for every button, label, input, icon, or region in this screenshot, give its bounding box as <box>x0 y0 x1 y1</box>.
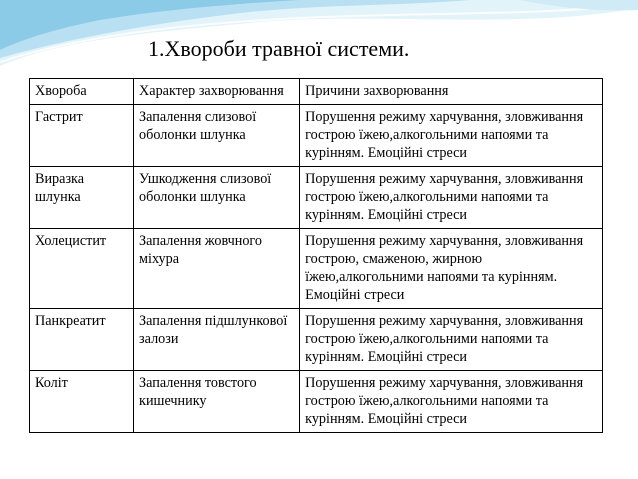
table-row <box>30 229 603 309</box>
diseases-table <box>29 78 603 433</box>
table-row <box>30 309 603 371</box>
cell-causes: Порушення режиму харчування, зловживання гострою, смаженою, жирною їжею,алкогольними напоями та курінням. Емоційні стреси <box>300 229 603 309</box>
cell-disease: Коліт <box>30 371 134 433</box>
table-row <box>30 105 603 167</box>
table-row <box>30 371 603 433</box>
cell-causes: Порушення режиму харчування, зловживання гострою їжею,алкогольними напоями та курінням. Емоційні стреси <box>300 105 603 167</box>
table-header-row <box>30 79 603 105</box>
table-row <box>30 167 603 229</box>
cell-causes: Порушення режиму харчування, зловживання гострою їжею,алкогольними напоями та курінням. Емоційні стреси <box>300 167 603 229</box>
header-disease: Хвороба <box>30 79 134 105</box>
cell-disease: Холецистит <box>30 229 134 309</box>
cell-nature: Запалення підшлункової залози <box>134 309 300 371</box>
cell-disease: Панкреатит <box>30 309 134 371</box>
cell-causes: Порушення режиму харчування, зловживання гострою їжею,алкогольними напоями та курінням. Емоційні стреси <box>300 371 603 433</box>
cell-causes: Порушення режиму харчування, зловживання гострою їжею,алкогольними напоями та курінням. Емоційні стреси <box>300 309 603 371</box>
page-title: 1.Хвороби травної системи. <box>148 36 410 61</box>
cell-nature: Запалення жовчного міхура <box>134 229 300 309</box>
cell-disease: Виразка шлунка <box>30 167 134 229</box>
cell-nature: Запалення слизової оболонки шлунка <box>134 105 300 167</box>
cell-nature: Ушкодження слизової оболонки шлунка <box>134 167 300 229</box>
header-causes: Причини захворювання <box>300 79 603 105</box>
header-nature: Характер захворювання <box>134 79 300 105</box>
cell-nature: Запалення товстого кишечнику <box>134 371 300 433</box>
cell-disease: Гастрит <box>30 105 134 167</box>
